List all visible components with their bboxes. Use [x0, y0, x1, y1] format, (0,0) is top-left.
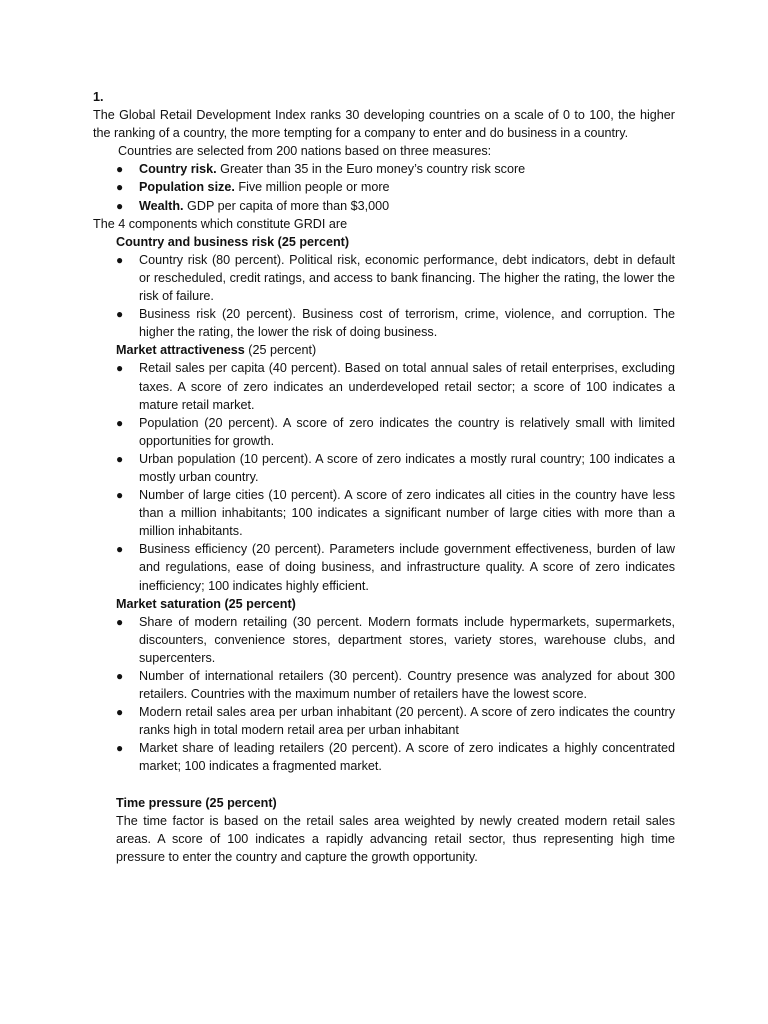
measure-label: Population size.: [139, 180, 235, 195]
bullet-icon: ●: [116, 180, 124, 195]
measure-label: Wealth.: [139, 198, 184, 213]
measure-text: Five million people or more: [234, 180, 390, 195]
list-item: ● Number of large cities (10 percent). A score of zero indicates all cities in the country have less than a million inhabitants; 100 indicates a significant number of large cities with more than a million inhabitants.: [116, 488, 675, 539]
section-list: [93, 613, 675, 776]
bullet-icon: ●: [116, 542, 124, 557]
measure-text: Greater than 35 in the Euro money’s country risk score: [216, 162, 526, 177]
bullet-icon: ●: [116, 705, 124, 720]
measure-text: GDP per capita of more than $3,000: [183, 198, 390, 213]
list-item: [93, 178, 675, 196]
list-item: ● Urban population (10 percent). A score of zero indicates a mostly rural country; 100 indicates a mostly urban country.: [116, 451, 675, 484]
list-item: ● Business risk (20 percent). Business cost of terrorism, crime, violence, and corruption. The higher the rating, the lower the risk of doing business.: [116, 307, 675, 340]
list-item: ● Number of international retailers (30 percent). Country presence was analyzed for about 300 retailers. Countries with the maximum number of retailers have the lowest score.: [116, 669, 675, 702]
bullet-icon: ●: [116, 252, 124, 267]
question-number: 1.: [93, 90, 104, 104]
list-item: [93, 197, 675, 215]
list-item: ● Population (20 percent). A score of zero indicates the country is relatively small with limited opportunities for growth.: [116, 415, 675, 448]
section-list: [93, 251, 675, 341]
list-item: ● Business efficiency (20 percent). Parameters include government effectiveness, burden of law and regulations, ease of doing business, and infrastructure quality. A score of zero indicates inefficiency; 100 indicates highly efficient.: [116, 542, 675, 593]
bullet-icon: ●: [116, 162, 124, 177]
list-item: [93, 160, 675, 178]
bullet-icon: ●: [116, 741, 124, 756]
spacer: [93, 776, 675, 794]
bullet-icon: ●: [116, 307, 124, 322]
section-heading: Market saturation (25 percent): [116, 596, 296, 611]
list-item: ● Share of modern retailing (30 percent. Modern formats include hypermarkets, supermarkets, discounters, convenience stores, department stores, variety stores, warehouse clubs, and supercenters.: [116, 614, 675, 665]
bullet-icon: ●: [116, 488, 124, 503]
intro-paragraph: The Global Retail Development Index ranks 30 developing countries on a scale of 0 to 100, the higher the ranking of a country, the more tempting for a company to enter and do business in a country.: [93, 108, 675, 141]
list-item: ● Modern retail sales area per urban inhabitant (20 percent). A score of zero indicates the country ranks high in total modern retail area per urban inhabitant: [116, 705, 675, 738]
section-heading: Country and business risk (25 percent): [116, 234, 350, 249]
bullet-icon: ●: [116, 415, 124, 430]
document-page: [93, 88, 675, 866]
bullet-icon: ●: [116, 198, 124, 213]
bullet-icon: ●: [116, 451, 124, 466]
section-heading: Market attractiveness (25 percent): [116, 343, 317, 358]
measures-list: [93, 160, 675, 214]
selection-intro: Countries are selected from 200 nations based on three measures:: [118, 144, 492, 159]
bullet-icon: ●: [116, 614, 124, 629]
list-item: ● Market share of leading retailers (20 percent). A score of zero indicates a highly concentrated market; 100 indicates a fragmented market.: [116, 741, 675, 774]
bullet-icon: ●: [116, 669, 124, 683]
list-item: ● Country risk (80 percent). Political risk, economic performance, debt indicators, debt in default or rescheduled, credit ratings, and access to bank financing. The higher the rating, the lower the risk of failure.: [116, 252, 675, 304]
components-intro: The 4 components which constitute GRDI are: [93, 216, 348, 231]
time-pressure-body: The time factor is based on the retail sales area weighted by newly created modern retail sales areas. A score of 100 indicates a rapidly advancing retail sector, thus representing high time pressure to enter the country and capture the growth opportunity.: [116, 813, 675, 864]
measure-label: Country risk.: [139, 162, 217, 177]
bullet-icon: ●: [116, 361, 124, 376]
time-pressure-heading: Time pressure (25 percent): [116, 795, 277, 810]
list-item: ● Retail sales per capita (40 percent). Based on total annual sales of retail enterprises, excluding taxes. A score of zero indicates an underdeveloped retail sector; a score of 100 indicates a mature retail market.: [116, 361, 675, 412]
section-list: [93, 359, 675, 594]
